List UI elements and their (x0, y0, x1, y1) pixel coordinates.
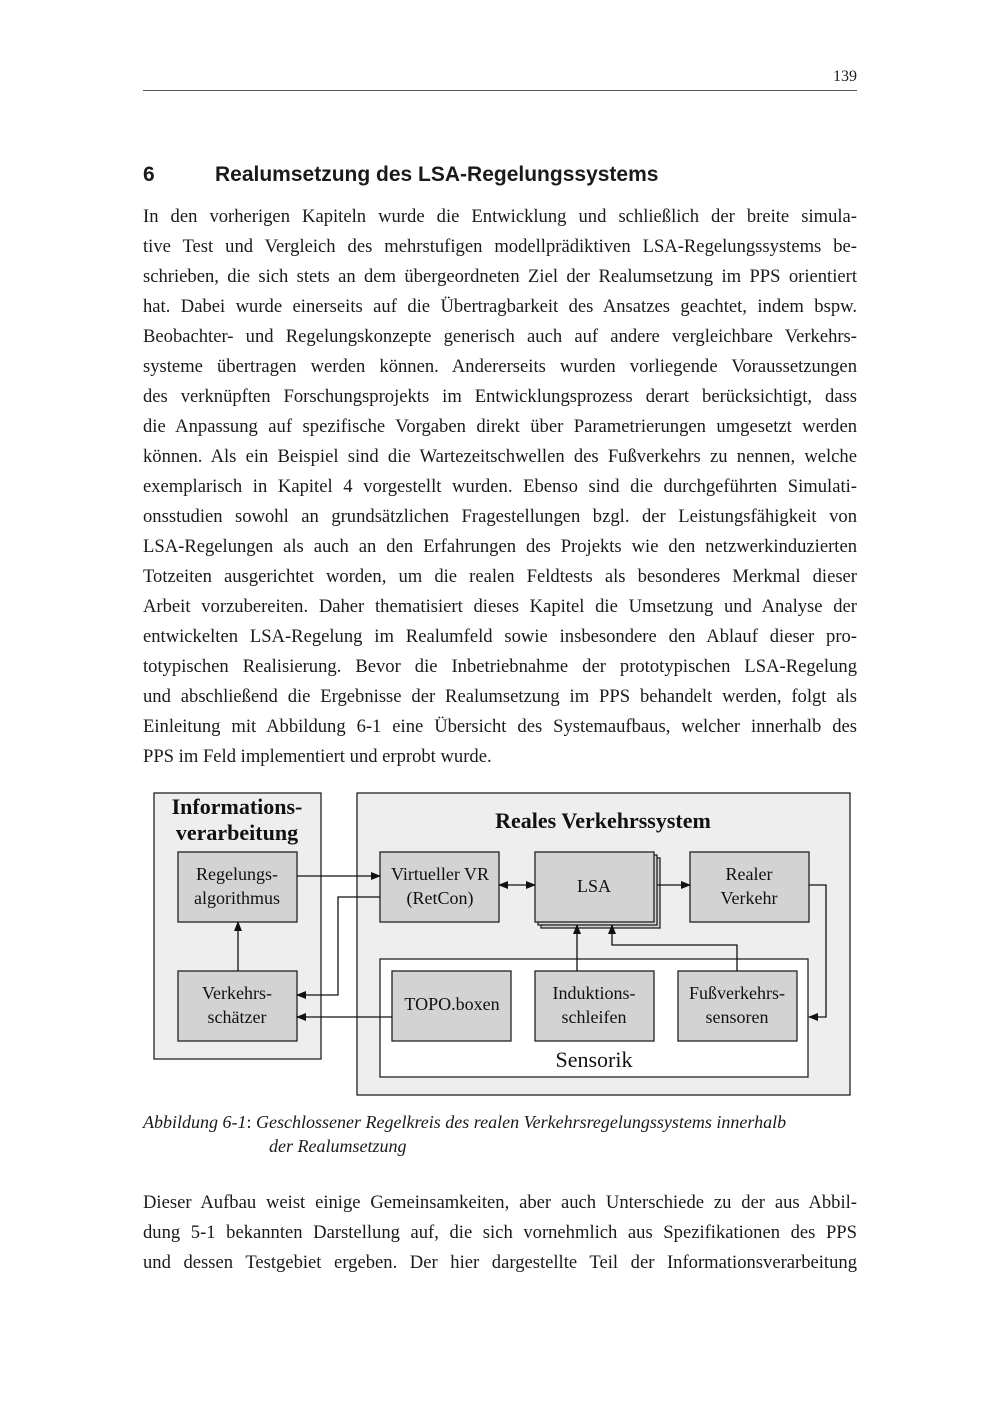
text-line: des verknüpften Forschungsprojekts im Entwicklungsprozess derart berücksichtigt, dass (143, 386, 857, 407)
text-line: LSA-Regelungen als auch an den Erfahrungen des Projekts wie den netzwerkinduzierten (143, 536, 857, 557)
text-line: exemplarisch in Kapitel 4 vorgestellt wurden. Ebenso sind die durchgeführten Simulati- (143, 476, 857, 497)
text-line: In den vorherigen Kapiteln wurde die Entwicklung und schließlich der breite simula- (143, 206, 857, 227)
info-title-1: Informations- (171, 794, 303, 819)
caption-label: Abbildung 6-1 (143, 1112, 247, 1132)
caption-sep: : (246, 1112, 252, 1132)
induktion-label-1: Induktions- (552, 983, 636, 1003)
text-line: systeme übertragen werden können. Andererseits wurden vorliegende Voraussetzungen (143, 356, 857, 377)
text-line: dung 5-1 bekannten Darstellung auf, die sich vornehmlich aus Spezifikationen des PPS (143, 1222, 857, 1243)
text-line: tive Test und Vergleich des mehrstufigen modellprädiktiven LSA-Regelungssystems be- (143, 236, 857, 257)
real-title: Reales Verkehrssystem (495, 808, 711, 833)
regelung-box (178, 852, 297, 922)
figure-caption-line1 (143, 1112, 786, 1133)
caption-text-2: der Realumsetzung (269, 1136, 407, 1156)
chapter-number: 6 (143, 163, 155, 186)
realer-verkehr-box (690, 852, 809, 922)
vr-label-2: (RetCon) (406, 888, 474, 908)
realer-label-1: Realer (725, 864, 773, 884)
caption-text-1: Geschlossener Regelkreis des realen Verkehrsregelungssystems innerhalb (256, 1112, 787, 1132)
vr-label-1: Virtueller VR (390, 864, 490, 884)
text-line: Einleitung mit Abbildung 6-1 eine Übersicht des Systemaufbaus, welcher innerhalb des (143, 716, 857, 737)
text-line: entwickelten LSA-Regelung im Realumfeld sowie insbesondere den Ablauf dieser pro- (143, 626, 857, 647)
text-line: Dieser Aufbau weist einige Gemeinsamkeiten, aber auch Unterschiede zu der aus Abbil- (143, 1192, 857, 1213)
text-line: und abschließend die Ergebnisse der Realumsetzung im PPS behandelt werden, folgt als (143, 686, 857, 707)
induktion-label-2: schleifen (561, 1007, 627, 1027)
info-title-2: verarbeitung (175, 820, 299, 845)
fuss-label-2: sensoren (705, 1007, 769, 1027)
schaetzer-label-2: schätzer (207, 1007, 267, 1027)
text-line: können. Als ein Beispiel sind die Wartezeitschwellen des Fußverkehrs zu nennen, welche (143, 446, 857, 467)
page-number: 139 (833, 68, 857, 85)
sensorik-label: Sensorik (555, 1047, 633, 1072)
fuss-box (678, 971, 797, 1041)
text-line: Arbeit vorzubereiten. Daher thematisiert dieses Kapitel die Umsetzung und Analyse der (143, 596, 857, 617)
text-line: totypischen Realisierung. Bevor die Inbetriebnahme der prototypischen LSA-Regelung (143, 656, 857, 677)
lsa-label: LSA (576, 876, 612, 896)
schaetzer-label-1: Verkehrs- (202, 983, 272, 1003)
induktion-box (535, 971, 654, 1041)
text-line: Beobachter- und Regelungskonzepte generisch auch auf andere vergleichbare Verkehrs- (143, 326, 857, 347)
chapter-title: Realumsetzung des LSA-Regelungssystems (215, 163, 659, 186)
text-line: die Anpassung auf spezifische Vorgaben direkt über Parametrierungen umgesetzt werden (143, 416, 857, 437)
regelung-label-1: Regelungs- (196, 864, 278, 884)
vr-box (380, 852, 499, 922)
schaetzer-box (178, 971, 297, 1041)
realer-label-2: Verkehr (720, 888, 778, 908)
text-line: Totzeiten ausgerichtet worden, um die realen Feldtests als besonderes Merkmal dieser (143, 566, 857, 587)
topo-label: TOPO.boxen (404, 994, 500, 1014)
text-line: schrieben, die sich stets an dem übergeordneten Ziel der Realumsetzung im PPS orientiert (143, 266, 857, 287)
text-line: hat. Dabei wurde einerseits auf die Übertragbarkeit des Ansatzes geachtet, indem bspw. (143, 296, 857, 317)
regelung-label-2: algorithmus (194, 888, 280, 908)
text-line: PPS im Feld implementiert und erprobt wurde. (143, 746, 492, 767)
fuss-label-1: Fußverkehrs- (689, 983, 785, 1003)
text-line: und dessen Testgebiet ergeben. Der hier dargestellte Teil der Informationsverarbeitung (143, 1252, 857, 1273)
text-line: onsstudien sowohl an grundsätzlichen Fragestellungen bzgl. der Leistungsfähigkeit von (143, 506, 857, 527)
